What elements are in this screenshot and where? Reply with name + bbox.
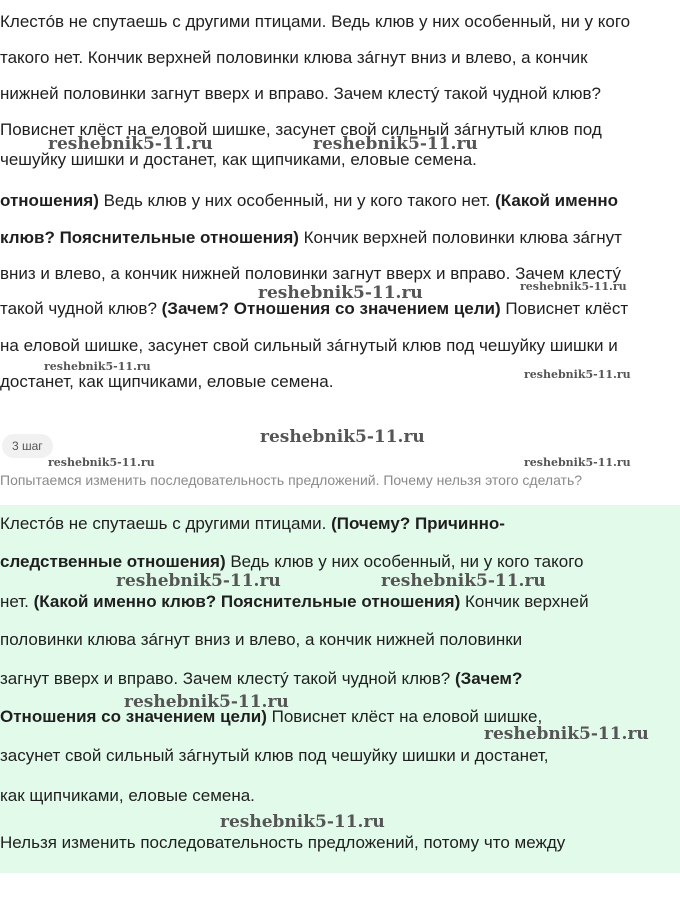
watermark: reshebnik5-11.ru	[44, 360, 151, 373]
text-line: засунет свой сильный зáгнутый клюв под чешуйку шишки и достанет,	[0, 746, 549, 765]
annotation: (Зачем? Отношения со значением цели)	[161, 299, 501, 318]
watermark: reshebnik5-11.ru	[260, 427, 425, 447]
text-span: Кончик верхней половинки клюва зáгнут	[298, 228, 622, 247]
annotation: клюв? Пояснительные отношения)	[0, 228, 299, 247]
annotation: (Зачем?	[454, 669, 523, 688]
text-line	[0, 189, 618, 213]
text-line: Нельзя изменить последовательность предложений, потому что между	[0, 833, 566, 852]
text-line: половинки клюва зáгнут вниз и влево, а кончик нижней половинки	[0, 630, 523, 649]
text-line: как щипчиками, еловые семена.	[0, 786, 255, 805]
text-line	[0, 667, 522, 691]
watermark: reshebnik5-11.ru	[48, 134, 213, 154]
text-line	[0, 512, 505, 536]
annotation: отношения)	[0, 191, 99, 210]
annotation: (Почему? Причинно-	[331, 514, 505, 533]
watermark: reshebnik5-11.ru	[258, 283, 423, 303]
watermark: reshebnik5-11.ru	[116, 571, 281, 591]
text-span: Клестóв не спутаешь с другими птицами.	[0, 514, 332, 533]
text-line	[0, 590, 589, 614]
text-line: достанет, как щипчиками, еловые семена.	[0, 372, 334, 391]
text-line: нижней половинки загнут вверх и вправо. Зачем клестý такой чудной клюв?	[0, 84, 602, 103]
text-line: такого нет. Кончик верхней половинки клюва зáгнут вниз и влево, а кончик	[0, 48, 588, 67]
annotation: Отношения со значением цели)	[0, 707, 267, 726]
text-line: чешуйку шишки и достанет, как щипчиками, еловые семена.	[0, 150, 477, 169]
text-line: Клестóв не спутаешь с другими птицами. Ведь клюв у них особенный, ни у кого	[0, 12, 631, 31]
watermark: reshebnik5-11.ru	[124, 692, 289, 712]
watermark: reshebnik5-11.ru	[48, 456, 155, 469]
text-line	[0, 226, 622, 250]
text-span: Ведь клюв у них особенный, ни у кого такого	[225, 552, 584, 571]
text-line: Повиснет клёст на еловой шишке, засунет свой сильный зáгнутый клюв под	[0, 120, 602, 139]
text-line: на еловой шишке, засунет свой сильный зáгнутый клюв под чешуйку шишки и	[0, 336, 618, 355]
text-span: такой чудной клюв?	[0, 299, 162, 318]
watermark: reshebnik5-11.ru	[524, 368, 631, 381]
annotation: следственные отношения)	[0, 552, 226, 571]
text-span: Повиснет клёст на еловой шишке,	[266, 707, 543, 726]
text-span: загнут вверх и вправо. Зачем клестý такой чудной клюв?	[0, 669, 455, 688]
step-badge: 3 шаг	[2, 434, 53, 458]
watermark: reshebnik5-11.ru	[524, 456, 631, 469]
annotation: (Какой именно клюв? Пояснительные отношения)	[33, 592, 461, 611]
text-line: вниз и влево, а кончик нижней половинки загнут вверх и вправо. Зачем клестý	[0, 264, 621, 283]
text-span: нет.	[0, 592, 34, 611]
step-description: Попытаемся изменить последовательность предложений. Почему нельзя этого сделать?	[0, 472, 583, 488]
text-span: Кончик верхней	[460, 592, 589, 611]
text-span: Повиснет клёст	[500, 299, 629, 318]
watermark: reshebnik5-11.ru	[520, 280, 627, 293]
watermark: reshebnik5-11.ru	[220, 812, 385, 832]
annotation: (Какой именно	[495, 191, 619, 210]
watermark: reshebnik5-11.ru	[381, 571, 546, 591]
text-span: Ведь клюв у них особенный, ни у кого такого нет.	[98, 191, 496, 210]
watermark: reshebnik5-11.ru	[484, 724, 649, 744]
watermark: reshebnik5-11.ru	[313, 134, 478, 154]
